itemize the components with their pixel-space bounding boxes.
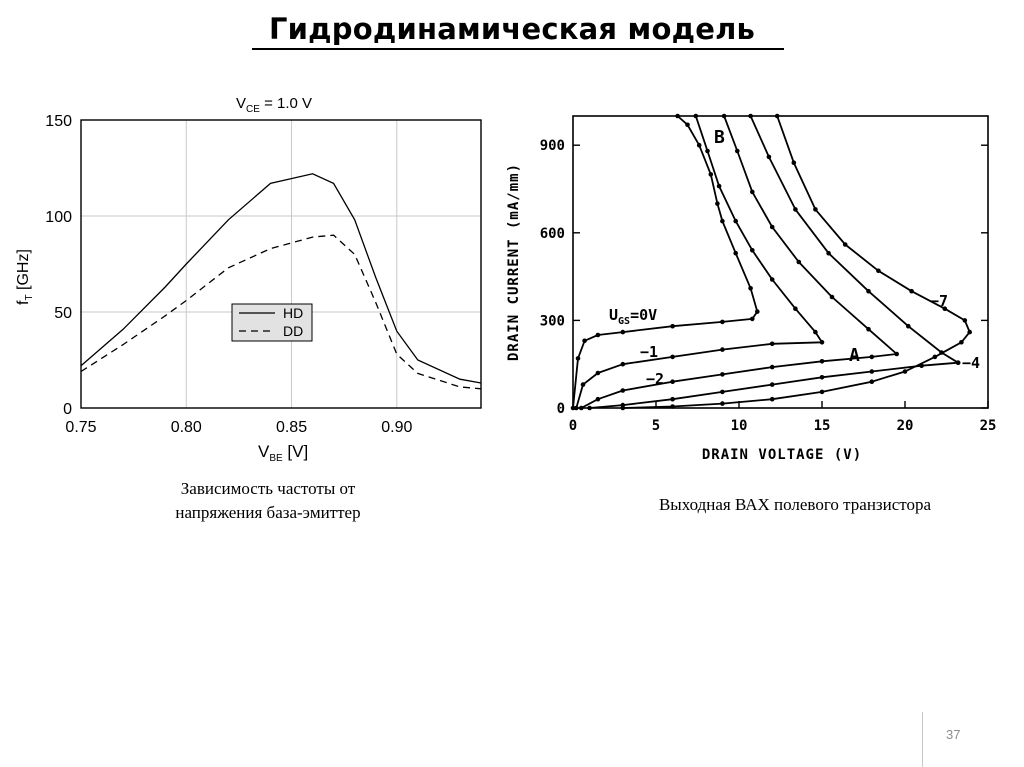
data-point xyxy=(621,362,626,367)
data-point xyxy=(813,330,818,335)
data-point xyxy=(967,330,972,335)
data-point xyxy=(909,289,914,294)
x-tick-label: 0.80 xyxy=(170,419,202,436)
x-tick-label: 0.90 xyxy=(381,419,413,436)
annotation-minus-2: −2 xyxy=(646,370,665,388)
data-point xyxy=(621,406,626,411)
data-point xyxy=(717,184,722,189)
data-point xyxy=(748,286,753,291)
data-point xyxy=(587,406,592,411)
data-point xyxy=(870,379,875,384)
data-point xyxy=(735,149,740,154)
y-axis xyxy=(540,138,988,417)
x-axis xyxy=(569,401,997,434)
data-point xyxy=(793,306,798,311)
data-point xyxy=(697,143,702,148)
data-point xyxy=(705,149,710,154)
data-point xyxy=(720,401,725,406)
right-chart-caption: Выходная ВАХ полевого транзистора xyxy=(658,495,932,514)
data-point xyxy=(793,207,798,212)
annotation-minus-7: −7 xyxy=(930,292,949,310)
iv-curve-ugs-minus-1 xyxy=(576,116,822,408)
y-axis-label: DRAIN CURRENT (mA/mm) xyxy=(506,162,522,362)
data-point xyxy=(720,347,725,352)
y-tick-label: 0 xyxy=(63,401,72,418)
data-point xyxy=(820,375,825,380)
data-point xyxy=(866,289,871,294)
y-tick-label: 100 xyxy=(45,209,72,226)
x-tick-label: 0.85 xyxy=(275,419,308,436)
y-tick-label: 600 xyxy=(539,225,565,242)
data-point xyxy=(670,355,675,360)
data-point xyxy=(733,251,738,256)
data-point xyxy=(670,404,675,409)
annotation-minus-1: −1 xyxy=(640,343,659,361)
data-point xyxy=(876,269,881,274)
iv-curve-ugs-minus-4 xyxy=(590,116,959,408)
data-point xyxy=(670,379,675,384)
legend-label-hd: HD xyxy=(283,305,304,321)
data-point xyxy=(770,225,775,230)
y-tick-label: 900 xyxy=(539,138,565,155)
y-tick-label: 150 xyxy=(45,113,72,130)
x-tick-label: 0.75 xyxy=(65,419,97,436)
data-point xyxy=(621,388,626,393)
data-point xyxy=(694,114,699,119)
data-point xyxy=(685,123,690,128)
data-point xyxy=(820,359,825,364)
data-point xyxy=(709,172,714,177)
data-point xyxy=(581,382,586,387)
data-point xyxy=(750,317,755,322)
data-point xyxy=(733,219,738,224)
data-point xyxy=(906,324,911,329)
data-point xyxy=(750,190,755,195)
x-tick-label: 25 xyxy=(979,418,997,434)
left-caption-line-1: Зависимость частоты от xyxy=(180,479,356,498)
x-axis-label: $V_{BE}$ [V] xyxy=(258,442,309,464)
data-point xyxy=(720,390,725,395)
data-point xyxy=(933,355,938,360)
data-point xyxy=(582,339,587,344)
data-point xyxy=(959,340,964,345)
data-point xyxy=(775,114,780,119)
data-point xyxy=(956,360,961,365)
data-point xyxy=(576,356,581,361)
data-point xyxy=(675,114,680,119)
x-tick-label: 15 xyxy=(813,418,831,434)
data-point xyxy=(866,327,871,332)
annotation-minus-4: −4 xyxy=(962,354,981,372)
data-point xyxy=(767,155,772,160)
chart-title: $V_{CE} = 1.0$ V xyxy=(236,95,313,115)
data-point xyxy=(596,333,601,338)
data-point xyxy=(870,369,875,374)
data-point xyxy=(596,397,601,402)
data-point xyxy=(621,330,626,335)
data-point xyxy=(903,369,908,374)
data-point xyxy=(755,309,760,314)
plot-frame xyxy=(573,116,988,408)
data-point xyxy=(792,160,797,165)
y-tick-label: 0 xyxy=(556,401,565,417)
data-point xyxy=(720,320,725,325)
data-point xyxy=(813,207,818,212)
data-point xyxy=(770,342,775,347)
data-point xyxy=(596,371,601,376)
annotation-b: B xyxy=(714,127,725,148)
data-point xyxy=(963,318,968,323)
data-point xyxy=(770,382,775,387)
data-point xyxy=(670,324,675,329)
data-point xyxy=(750,248,755,253)
y-tick-label: 300 xyxy=(539,313,565,330)
data-point xyxy=(820,340,825,345)
x-tick-label: 20 xyxy=(896,418,914,434)
data-point xyxy=(748,114,753,119)
data-point xyxy=(720,219,725,224)
data-point xyxy=(830,295,835,300)
x-tick-label: 10 xyxy=(730,418,748,434)
iv-curve-ugs-0 xyxy=(573,116,757,408)
data-point xyxy=(574,406,579,411)
legend-label-dd: DD xyxy=(283,323,304,339)
data-point xyxy=(720,372,725,377)
data-point xyxy=(770,397,775,402)
data-point xyxy=(722,114,727,119)
data-point xyxy=(843,242,848,247)
data-point xyxy=(894,352,899,357)
footer-divider xyxy=(922,712,923,767)
y-axis-label: $f_T$ [GHz] xyxy=(15,249,35,305)
page-number: 37 xyxy=(946,727,961,742)
annotation-a: A xyxy=(849,345,860,366)
slide-title: Гидродинамическая модель xyxy=(268,12,756,46)
x-tick-label: 0 xyxy=(568,418,578,434)
data-point xyxy=(820,390,825,395)
data-point xyxy=(670,397,675,402)
y-tick-label: 50 xyxy=(54,305,72,322)
left-caption-line-2: напряжения база-эмиттер xyxy=(175,503,361,522)
x-tick-label: 5 xyxy=(651,418,661,434)
data-point xyxy=(797,260,802,265)
data-point xyxy=(826,251,831,256)
data-point xyxy=(770,365,775,370)
annotation-ugs-0v: $U_{GS}=0V$ xyxy=(609,306,658,327)
series-group xyxy=(571,114,972,411)
data-point xyxy=(770,277,775,282)
x-axis-label: DRAIN VOLTAGE (V) xyxy=(701,447,863,463)
data-point xyxy=(579,406,584,411)
data-point xyxy=(715,201,720,206)
data-point xyxy=(870,355,875,360)
